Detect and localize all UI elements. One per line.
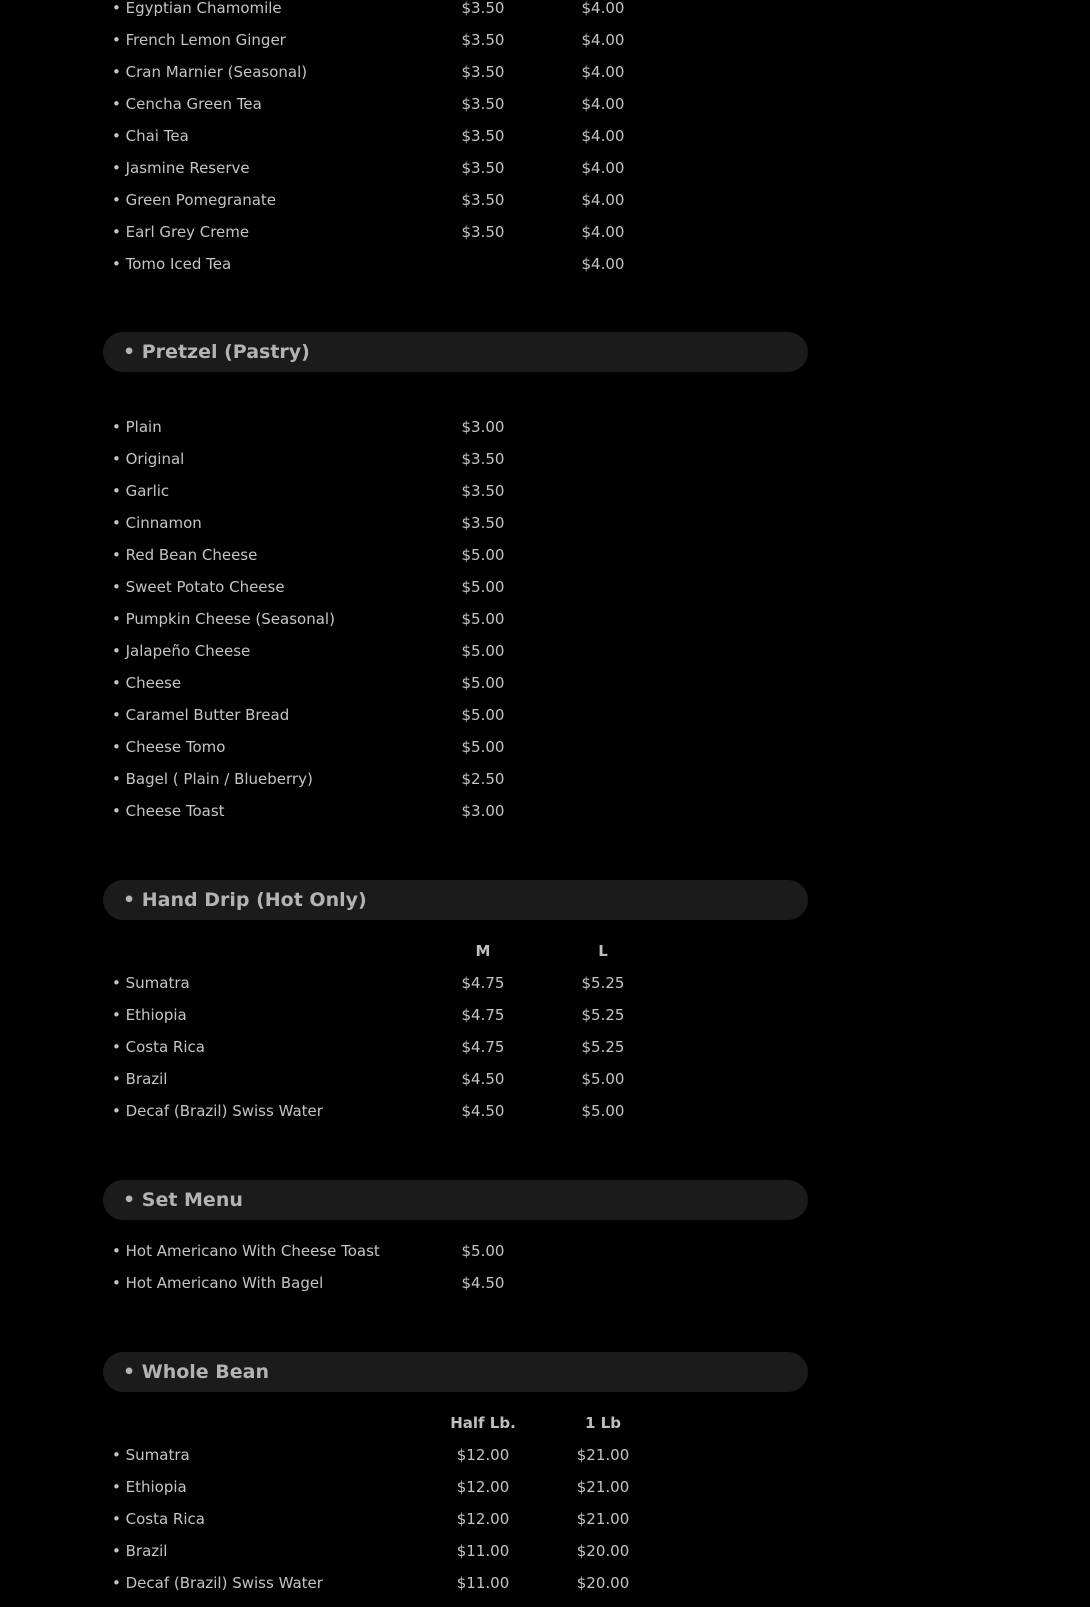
item-price-primary: $5.00 — [461, 578, 505, 596]
menu-item-row — [0, 152, 900, 184]
item-price-primary: $3.50 — [461, 127, 505, 145]
menu-item-row — [0, 56, 900, 88]
section-header-hand-drip-hot-only — [103, 880, 808, 920]
item-price-secondary: $5.00 — [581, 1070, 625, 1088]
menu-item-row — [0, 967, 900, 999]
item-name: • Sweet Potato Cheese — [112, 578, 285, 596]
item-price-primary: $3.50 — [461, 482, 505, 500]
menu-item-row — [0, 507, 900, 539]
item-name: • Cran Marnier (Seasonal) — [112, 63, 308, 81]
item-price-primary: $12.00 — [456, 1478, 510, 1496]
menu-item-row — [0, 184, 900, 216]
item-price-primary: $11.00 — [456, 1542, 510, 1560]
item-name: • Garlic — [112, 482, 170, 500]
menu-item-row — [0, 667, 900, 699]
menu-item-row — [0, 571, 900, 603]
item-name: • Plain — [112, 418, 162, 436]
item-price-secondary: $20.00 — [576, 1542, 630, 1560]
menu-item-row — [0, 1535, 900, 1567]
item-price-secondary: $4.00 — [581, 191, 625, 209]
item-name: • Sumatra — [112, 974, 190, 992]
item-name: • Tomo Iced Tea — [112, 255, 232, 273]
menu-item-row — [0, 475, 900, 507]
item-price-secondary: $5.00 — [581, 1102, 625, 1120]
item-price-primary: $4.75 — [461, 1038, 505, 1056]
item-price-primary: $4.50 — [461, 1102, 505, 1120]
item-name: • Jasmine Reserve — [112, 159, 250, 177]
section-title: • Hand Drip (Hot Only) — [123, 889, 367, 911]
item-price-primary: $3.50 — [461, 95, 505, 113]
menu-item-row — [0, 24, 900, 56]
item-name: • Original — [112, 450, 185, 468]
item-price-primary: $3.50 — [461, 450, 505, 468]
item-name: • Brazil — [112, 1542, 168, 1560]
item-price-secondary: $21.00 — [576, 1510, 630, 1528]
item-price-primary: $5.00 — [461, 642, 505, 660]
menu-item-row — [0, 0, 900, 24]
item-price-secondary: $4.00 — [581, 95, 625, 113]
menu-item-row — [0, 88, 900, 120]
item-price-primary: $2.50 — [461, 770, 505, 788]
column-headers — [0, 1407, 900, 1439]
item-name: • Decaf (Brazil) Swiss Water — [112, 1574, 323, 1592]
item-price-primary: $3.50 — [461, 0, 505, 17]
item-name: • Decaf (Brazil) Swiss Water — [112, 1102, 323, 1120]
item-price-primary: $12.00 — [456, 1446, 510, 1464]
menu-item-row — [0, 1503, 900, 1535]
item-price-secondary: $4.00 — [581, 63, 625, 81]
item-name: • Costa Rica — [112, 1510, 205, 1528]
item-price-primary: $3.50 — [461, 223, 505, 241]
section-header-pretzel-pastry — [103, 332, 808, 372]
item-price-secondary: $5.25 — [581, 1038, 625, 1056]
menu-item-row — [0, 539, 900, 571]
item-price-secondary: $20.00 — [576, 1574, 630, 1592]
item-name: • Chai Tea — [112, 127, 189, 145]
item-price-primary: $4.75 — [461, 974, 505, 992]
item-price-primary: $3.50 — [461, 514, 505, 532]
item-name: • Costa Rica — [112, 1038, 205, 1056]
item-name: • Hot Americano With Cheese Toast — [112, 1242, 380, 1260]
menu-item-row — [0, 731, 900, 763]
item-price-secondary: $21.00 — [576, 1446, 630, 1464]
item-price-primary: $4.50 — [461, 1274, 505, 1292]
item-name: • Caramel Butter Bread — [112, 706, 290, 724]
menu-item-row — [0, 999, 900, 1031]
item-price-secondary: $21.00 — [576, 1478, 630, 1496]
item-price-secondary: $4.00 — [581, 0, 625, 17]
menu-item-row — [0, 699, 900, 731]
item-name: • Ethiopia — [112, 1006, 187, 1024]
item-price-secondary: $4.00 — [581, 31, 625, 49]
menu-item-row — [0, 248, 900, 280]
menu-item-row — [0, 1567, 900, 1599]
item-price-primary: $3.50 — [461, 191, 505, 209]
item-price-secondary: $4.00 — [581, 223, 625, 241]
item-price-primary: $5.00 — [461, 674, 505, 692]
section-header-set-menu — [103, 1180, 808, 1220]
item-price-secondary: $4.00 — [581, 255, 625, 273]
item-name: • Hot Americano With Bagel — [112, 1274, 324, 1292]
menu-item-row — [0, 635, 900, 667]
item-price-primary: $4.75 — [461, 1006, 505, 1024]
item-price-secondary: $4.00 — [581, 127, 625, 145]
menu-item-row — [0, 1031, 900, 1063]
item-name: • French Lemon Ginger — [112, 31, 286, 49]
item-name: • Cheese Toast — [112, 802, 225, 820]
section-title: • Set Menu — [123, 1189, 243, 1211]
item-price-primary: $12.00 — [456, 1510, 510, 1528]
item-price-secondary: $5.25 — [581, 974, 625, 992]
item-price-primary: $5.00 — [461, 546, 505, 564]
item-name: • Cinnamon — [112, 514, 202, 532]
item-name: • Green Pomegranate — [112, 191, 277, 209]
menu-item-row — [0, 1095, 900, 1127]
menu-item-row — [0, 411, 900, 443]
item-name: • Sumatra — [112, 1446, 190, 1464]
section-title: • Whole Bean — [123, 1361, 270, 1383]
column-header: L — [598, 942, 608, 960]
item-name: • Cheese Tomo — [112, 738, 226, 756]
menu-item-row — [0, 120, 900, 152]
item-price-primary: $3.50 — [461, 159, 505, 177]
item-price-primary: $3.50 — [461, 31, 505, 49]
item-price-primary: $5.00 — [461, 738, 505, 756]
menu-item-row — [0, 763, 900, 795]
item-price-primary: $11.00 — [456, 1574, 510, 1592]
item-price-primary: $5.00 — [461, 706, 505, 724]
menu-item-row — [0, 1471, 900, 1503]
item-name: • Cheese — [112, 674, 182, 692]
item-name: • Red Bean Cheese — [112, 546, 258, 564]
item-name: • Ethiopia — [112, 1478, 187, 1496]
menu-item-row — [0, 1267, 900, 1299]
item-name: • Cencha Green Tea — [112, 95, 262, 113]
column-header: 1 Lb — [585, 1414, 621, 1432]
item-name: • Bagel ( Plain / Blueberry) — [112, 770, 313, 788]
section-title: • Pretzel (Pastry) — [123, 341, 310, 363]
column-headers — [0, 935, 900, 967]
item-price-secondary: $5.25 — [581, 1006, 625, 1024]
menu-item-row — [0, 1235, 900, 1267]
item-price-primary: $4.50 — [461, 1070, 505, 1088]
item-price-primary: $5.00 — [461, 1242, 505, 1260]
item-price-primary: $3.00 — [461, 802, 505, 820]
item-name: • Pumpkin Cheese (Seasonal) — [112, 610, 335, 628]
item-name: • Jalapeño Cheese — [112, 642, 251, 660]
menu-item-row — [0, 443, 900, 475]
menu-item-row — [0, 795, 900, 827]
item-price-secondary: $4.00 — [581, 159, 625, 177]
menu-item-row — [0, 1063, 900, 1095]
item-name: • Egyptian Chamomile — [112, 0, 282, 17]
item-name: • Earl Grey Creme — [112, 223, 250, 241]
menu-item-row — [0, 216, 900, 248]
item-price-primary: $3.50 — [461, 63, 505, 81]
item-price-primary: $3.00 — [461, 418, 505, 436]
menu-item-row — [0, 603, 900, 635]
menu-item-row — [0, 1439, 900, 1471]
column-header: Half Lb. — [450, 1414, 516, 1432]
section-header-whole-bean — [103, 1352, 808, 1392]
column-header: M — [475, 942, 491, 960]
item-price-primary: $5.00 — [461, 610, 505, 628]
item-name: • Brazil — [112, 1070, 168, 1088]
